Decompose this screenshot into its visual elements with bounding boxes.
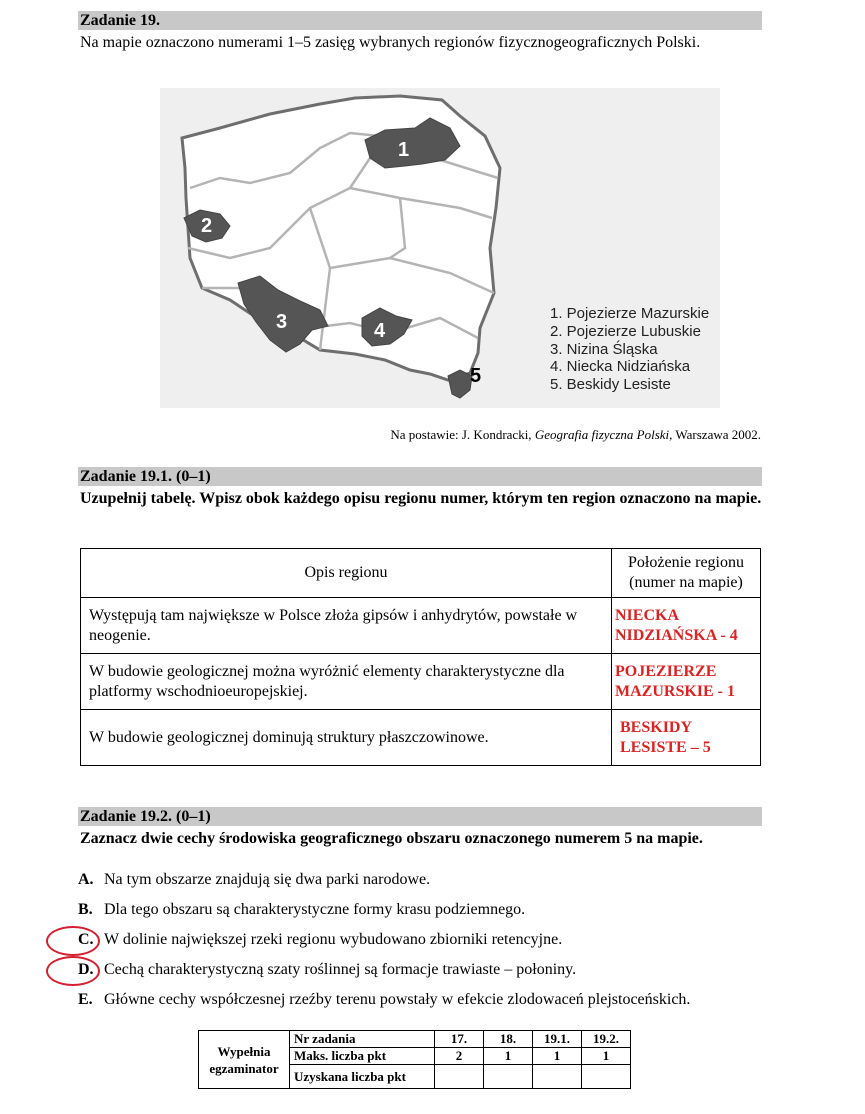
legend-item: 4. Niecka Nidziańska bbox=[550, 358, 691, 375]
score-input[interactable] bbox=[582, 1065, 631, 1089]
map-label-3: 3 bbox=[276, 311, 288, 333]
map-label-1: 1 bbox=[398, 139, 410, 161]
score-input[interactable] bbox=[484, 1065, 533, 1089]
option-a[interactable]: A. Na tym obszarze znajdują się dwa parki narodowe. bbox=[78, 871, 431, 888]
option-c[interactable]: C. W dolinie największej rzeki regionu wybudowano zbiorniki retencyjne. bbox=[78, 931, 563, 948]
task-19-1-header: Zadanie 19.1. (0–1) bbox=[78, 467, 762, 486]
col-header-location: Położenie regionu (numer na mapie) bbox=[612, 549, 761, 598]
selection-circle-d bbox=[46, 956, 100, 986]
option-b[interactable]: B. Dla tego obszaru są charakterystyczne formy krasu podziemnego. bbox=[78, 901, 526, 918]
task-19-1-instruction: Uzupełnij tabelę. Wpisz obok każdego opisu regionu numer, którym ten region oznaczono na mapie. bbox=[80, 490, 762, 507]
map-label-5: 5 bbox=[470, 365, 482, 387]
score-input[interactable] bbox=[435, 1065, 484, 1089]
task-19-2-instruction: Zaznacz dwie cechy środowiska geograficznego obszaru oznaczonego numerem 5 na mapie. bbox=[80, 830, 703, 847]
legend-item: 2. Pojezierze Lubuskie bbox=[550, 323, 701, 340]
answer-cell[interactable]: BESKIDY LESISTE – 5 bbox=[612, 710, 761, 766]
map-label-4: 4 bbox=[374, 320, 386, 342]
answer-table bbox=[80, 548, 761, 766]
table-row: W budowie geologicznej dominują struktury płaszczowinowe. BESKIDY LESISTE – 5 bbox=[81, 710, 761, 766]
col-header-desc: Opis regionu bbox=[81, 549, 612, 598]
answer-cell[interactable]: POJEZIERZE MAZURSKIE - 1 bbox=[612, 654, 761, 710]
legend-item: 3. Nizina Śląska bbox=[550, 341, 658, 358]
answer-cell[interactable]: NIECKA NIDZIAŃSKA - 4 bbox=[612, 598, 761, 654]
task-19-header: Zadanie 19. bbox=[78, 11, 762, 30]
option-e[interactable]: E. Główne cechy współczesnej rzeźby terenu powstały w efekcie zlodowaceń plejstoceńskich. bbox=[78, 991, 691, 1008]
map-source: Na postawie: J. Kondracki, Geografia fizyczna Polski, Warszawa 2002. bbox=[390, 427, 761, 442]
poland-map bbox=[160, 88, 720, 408]
score-table: Wypełnia egzaminator Nr zadania 17. 18. 19.1. 19.2. Maks. liczba pkt 2 1 1 1 Uzyskana liczba pkt bbox=[198, 1030, 631, 1089]
option-d[interactable]: D. Cechą charakterystyczną szaty roślinnej są formacje trawiaste – połoniny. bbox=[78, 961, 577, 978]
task-19-2-header: Zadanie 19.2. (0–1) bbox=[78, 807, 762, 826]
table-row: Występują tam największe w Polsce złoża gipsów i anhydrytów, powstałe w neogenie. NIECKA NIDZIAŃSKA - 4 bbox=[81, 598, 761, 654]
task-19-intro: Na mapie oznaczono numerami 1–5 zasięg wybranych regionów fizycznogeograficznych Polski. bbox=[80, 34, 701, 51]
score-input[interactable] bbox=[533, 1065, 582, 1089]
map-label-2: 2 bbox=[201, 215, 213, 237]
selection-circle-c bbox=[46, 926, 100, 956]
legend-item: 5. Beskidy Lesiste bbox=[550, 376, 671, 393]
table-row: W budowie geologicznej można wyróżnić elementy charakterystyczne dla platformy wschodnioeuropejskiej. POJEZIERZE MAZURSKIE - 1 bbox=[81, 654, 761, 710]
score-label: Wypełnia egzaminator bbox=[199, 1031, 290, 1089]
legend-item: 1. Pojezierze Mazurskie bbox=[550, 305, 710, 322]
